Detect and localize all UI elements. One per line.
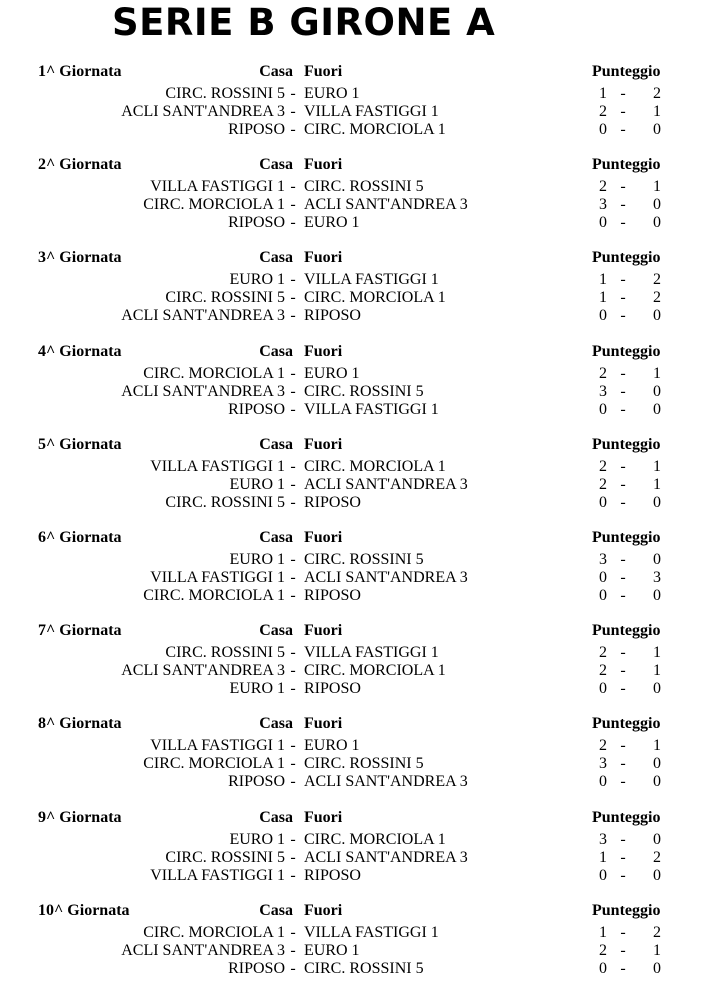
score-separator: - [620, 289, 626, 306]
away-team: EURO 1 [304, 942, 360, 959]
home-team: ACLI SANT'ANDREA 3 [121, 942, 285, 959]
away-score: 1 [653, 476, 661, 493]
home-score: 0 [599, 307, 607, 324]
header-fuori: Fuori [304, 902, 343, 919]
home-team: RIPOSO [228, 214, 285, 231]
match-row [0, 737, 706, 755]
team-separator: - [290, 960, 296, 977]
away-score: 2 [653, 924, 661, 941]
team-separator: - [290, 178, 296, 195]
away-score: 0 [653, 121, 661, 138]
header-fuori: Fuori [304, 529, 343, 546]
home-score: 2 [599, 476, 607, 493]
home-score: 2 [599, 365, 607, 382]
away-team: CIRC. ROSSINI 5 [304, 551, 424, 568]
score-separator: - [620, 383, 626, 400]
away-team: CIRC. MORCIOLA 1 [304, 121, 446, 138]
team-separator: - [290, 494, 296, 511]
header-fuori: Fuori [304, 249, 343, 266]
home-score: 0 [599, 401, 607, 418]
away-team: CIRC. MORCIOLA 1 [304, 458, 446, 475]
match-row [0, 551, 706, 569]
away-team: ACLI SANT'ANDREA 3 [304, 849, 468, 866]
away-score: 0 [653, 214, 661, 231]
header-casa: Casa [259, 809, 293, 826]
round-block [0, 621, 706, 711]
header-fuori: Fuori [304, 622, 343, 639]
team-separator: - [290, 755, 296, 772]
away-score: 0 [653, 831, 661, 848]
header-casa: Casa [259, 63, 293, 80]
round-label: 8^ Giornata [38, 715, 122, 732]
home-team: CIRC. MORCIOLA 1 [143, 587, 285, 604]
away-score: 2 [653, 849, 661, 866]
match-row [0, 831, 706, 849]
score-separator: - [620, 271, 626, 288]
match-row [0, 662, 706, 680]
away-team: ACLI SANT'ANDREA 3 [304, 476, 468, 493]
home-team: RIPOSO [228, 401, 285, 418]
team-separator: - [290, 551, 296, 568]
home-score: 2 [599, 662, 607, 679]
away-team: VILLA FASTIGGI 1 [304, 924, 439, 941]
header-punteggio: Punteggio [592, 902, 661, 919]
round-block [0, 528, 706, 618]
home-team: VILLA FASTIGGI 1 [150, 867, 285, 884]
header-casa: Casa [259, 715, 293, 732]
score-separator: - [620, 924, 626, 941]
match-row [0, 924, 706, 942]
away-team: ACLI SANT'ANDREA 3 [304, 569, 468, 586]
team-separator: - [290, 476, 296, 493]
round-label: 3^ Giornata [38, 249, 122, 266]
match-row [0, 680, 706, 698]
team-separator: - [290, 867, 296, 884]
score-separator: - [620, 196, 626, 213]
home-score: 2 [599, 644, 607, 661]
away-team: CIRC. ROSSINI 5 [304, 960, 424, 977]
home-team: ACLI SANT'ANDREA 3 [121, 307, 285, 324]
match-row [0, 960, 706, 978]
round-label: 6^ Giornata [38, 529, 122, 546]
home-team: EURO 1 [229, 551, 285, 568]
away-team: EURO 1 [304, 737, 360, 754]
home-score: 3 [599, 831, 607, 848]
header-punteggio: Punteggio [592, 156, 661, 173]
home-score: 2 [599, 737, 607, 754]
round-block [0, 248, 706, 338]
header-punteggio: Punteggio [592, 715, 661, 732]
team-separator: - [290, 307, 296, 324]
team-separator: - [290, 644, 296, 661]
team-separator: - [290, 924, 296, 941]
away-score: 0 [653, 196, 661, 213]
round-block [0, 901, 706, 991]
round-label: 5^ Giornata [38, 436, 122, 453]
away-score: 1 [653, 662, 661, 679]
home-team: CIRC. ROSSINI 5 [165, 494, 285, 511]
header-fuori: Fuori [304, 156, 343, 173]
away-team: RIPOSO [304, 307, 361, 324]
home-score: 0 [599, 121, 607, 138]
match-row [0, 307, 706, 325]
match-row [0, 773, 706, 791]
team-separator: - [290, 680, 296, 697]
team-separator: - [290, 103, 296, 120]
home-score: 3 [599, 383, 607, 400]
home-score: 1 [599, 271, 607, 288]
match-row [0, 178, 706, 196]
away-score: 1 [653, 458, 661, 475]
home-score: 0 [599, 494, 607, 511]
match-row [0, 196, 706, 214]
away-team: VILLA FASTIGGI 1 [304, 401, 439, 418]
header-punteggio: Punteggio [592, 809, 661, 826]
score-separator: - [620, 307, 626, 324]
away-score: 1 [653, 365, 661, 382]
home-score: 2 [599, 178, 607, 195]
team-separator: - [290, 289, 296, 306]
away-team: EURO 1 [304, 214, 360, 231]
away-score: 0 [653, 773, 661, 790]
header-punteggio: Punteggio [592, 622, 661, 639]
score-separator: - [620, 644, 626, 661]
away-score: 1 [653, 103, 661, 120]
home-team: EURO 1 [229, 680, 285, 697]
score-separator: - [620, 755, 626, 772]
away-team: CIRC. MORCIOLA 1 [304, 831, 446, 848]
match-row [0, 401, 706, 419]
score-separator: - [620, 85, 626, 102]
home-team: VILLA FASTIGGI 1 [150, 458, 285, 475]
home-team: VILLA FASTIGGI 1 [150, 737, 285, 754]
home-score: 1 [599, 289, 607, 306]
home-team: CIRC. MORCIOLA 1 [143, 365, 285, 382]
away-team: CIRC. MORCIOLA 1 [304, 662, 446, 679]
team-separator: - [290, 942, 296, 959]
match-row [0, 85, 706, 103]
match-row [0, 458, 706, 476]
away-score: 0 [653, 587, 661, 604]
score-separator: - [620, 587, 626, 604]
home-team: CIRC. ROSSINI 5 [165, 644, 285, 661]
round-label: 7^ Giornata [38, 622, 122, 639]
away-team: VILLA FASTIGGI 1 [304, 644, 439, 661]
home-team: RIPOSO [228, 773, 285, 790]
round-label: 9^ Giornata [38, 809, 122, 826]
match-row [0, 121, 706, 139]
home-score: 3 [599, 196, 607, 213]
match-row [0, 569, 706, 587]
home-score: 0 [599, 680, 607, 697]
team-separator: - [290, 458, 296, 475]
match-row [0, 587, 706, 605]
team-separator: - [290, 121, 296, 138]
team-separator: - [290, 569, 296, 586]
away-score: 0 [653, 680, 661, 697]
home-score: 2 [599, 458, 607, 475]
round-label: 2^ Giornata [38, 156, 122, 173]
away-team: CIRC. ROSSINI 5 [304, 383, 424, 400]
away-team: VILLA FASTIGGI 1 [304, 103, 439, 120]
team-separator: - [290, 773, 296, 790]
match-row [0, 849, 706, 867]
score-separator: - [620, 365, 626, 382]
home-score: 0 [599, 867, 607, 884]
home-score: 0 [599, 587, 607, 604]
away-team: RIPOSO [304, 494, 361, 511]
match-row [0, 942, 706, 960]
home-score: 1 [599, 849, 607, 866]
away-score: 0 [653, 867, 661, 884]
team-separator: - [290, 365, 296, 382]
home-team: EURO 1 [229, 831, 285, 848]
header-punteggio: Punteggio [592, 529, 661, 546]
score-separator: - [620, 458, 626, 475]
round-block [0, 808, 706, 898]
match-row [0, 271, 706, 289]
match-row [0, 365, 706, 383]
round-block [0, 435, 706, 525]
score-separator: - [620, 476, 626, 493]
away-team: EURO 1 [304, 365, 360, 382]
home-score: 0 [599, 214, 607, 231]
round-block [0, 714, 706, 804]
home-score: 0 [599, 960, 607, 977]
away-score: 0 [653, 960, 661, 977]
score-separator: - [620, 680, 626, 697]
away-score: 1 [653, 644, 661, 661]
away-score: 3 [653, 569, 661, 586]
away-team: EURO 1 [304, 85, 360, 102]
home-team: EURO 1 [229, 271, 285, 288]
home-team: RIPOSO [228, 960, 285, 977]
away-score: 1 [653, 737, 661, 754]
score-separator: - [620, 960, 626, 977]
header-punteggio: Punteggio [592, 63, 661, 80]
match-row [0, 494, 706, 512]
header-casa: Casa [259, 529, 293, 546]
away-team: CIRC. ROSSINI 5 [304, 178, 424, 195]
team-separator: - [290, 85, 296, 102]
team-separator: - [290, 737, 296, 754]
match-row [0, 383, 706, 401]
match-row [0, 289, 706, 307]
away-team: CIRC. ROSSINI 5 [304, 755, 424, 772]
away-team: RIPOSO [304, 680, 361, 697]
header-casa: Casa [259, 249, 293, 266]
round-label: 10^ Giornata [38, 902, 130, 919]
score-separator: - [620, 494, 626, 511]
match-row [0, 103, 706, 121]
home-team: VILLA FASTIGGI 1 [150, 569, 285, 586]
team-separator: - [290, 271, 296, 288]
header-casa: Casa [259, 343, 293, 360]
score-separator: - [620, 867, 626, 884]
home-team: ACLI SANT'ANDREA 3 [121, 103, 285, 120]
away-score: 2 [653, 289, 661, 306]
away-score: 0 [653, 551, 661, 568]
home-score: 2 [599, 942, 607, 959]
match-row [0, 644, 706, 662]
score-separator: - [620, 737, 626, 754]
home-score: 3 [599, 551, 607, 568]
home-score: 1 [599, 85, 607, 102]
away-score: 2 [653, 271, 661, 288]
home-team: ACLI SANT'ANDREA 3 [121, 383, 285, 400]
match-row [0, 214, 706, 232]
home-team: CIRC. ROSSINI 5 [165, 289, 285, 306]
score-separator: - [620, 942, 626, 959]
match-row [0, 476, 706, 494]
away-team: VILLA FASTIGGI 1 [304, 271, 439, 288]
round-label: 1^ Giornata [38, 63, 122, 80]
home-team: RIPOSO [228, 121, 285, 138]
header-punteggio: Punteggio [592, 249, 661, 266]
round-block [0, 62, 706, 152]
away-team: RIPOSO [304, 867, 361, 884]
header-casa: Casa [259, 622, 293, 639]
away-score: 0 [653, 494, 661, 511]
score-separator: - [620, 401, 626, 418]
away-score: 0 [653, 383, 661, 400]
match-row [0, 867, 706, 885]
team-separator: - [290, 196, 296, 213]
away-score: 1 [653, 942, 661, 959]
away-score: 0 [653, 307, 661, 324]
header-casa: Casa [259, 156, 293, 173]
score-separator: - [620, 831, 626, 848]
home-score: 1 [599, 924, 607, 941]
header-fuori: Fuori [304, 436, 343, 453]
team-separator: - [290, 662, 296, 679]
score-separator: - [620, 121, 626, 138]
score-separator: - [620, 662, 626, 679]
score-separator: - [620, 214, 626, 231]
team-separator: - [290, 587, 296, 604]
team-separator: - [290, 401, 296, 418]
home-team: CIRC. MORCIOLA 1 [143, 196, 285, 213]
score-separator: - [620, 773, 626, 790]
home-team: CIRC. ROSSINI 5 [165, 85, 285, 102]
away-team: CIRC. MORCIOLA 1 [304, 289, 446, 306]
away-team: ACLI SANT'ANDREA 3 [304, 196, 468, 213]
team-separator: - [290, 383, 296, 400]
home-score: 0 [599, 773, 607, 790]
header-casa: Casa [259, 436, 293, 453]
team-separator: - [290, 214, 296, 231]
home-team: EURO 1 [229, 476, 285, 493]
away-team: ACLI SANT'ANDREA 3 [304, 773, 468, 790]
away-score: 1 [653, 178, 661, 195]
away-score: 0 [653, 755, 661, 772]
header-fuori: Fuori [304, 809, 343, 826]
round-block [0, 155, 706, 245]
header-punteggio: Punteggio [592, 436, 661, 453]
header-fuori: Fuori [304, 343, 343, 360]
score-separator: - [620, 103, 626, 120]
home-team: CIRC. ROSSINI 5 [165, 849, 285, 866]
header-fuori: Fuori [304, 715, 343, 732]
round-block [0, 342, 706, 432]
home-team: VILLA FASTIGGI 1 [150, 178, 285, 195]
home-team: ACLI SANT'ANDREA 3 [121, 662, 285, 679]
score-separator: - [620, 569, 626, 586]
team-separator: - [290, 849, 296, 866]
round-label: 4^ Giornata [38, 343, 122, 360]
score-separator: - [620, 849, 626, 866]
home-score: 0 [599, 569, 607, 586]
away-team: RIPOSO [304, 587, 361, 604]
home-team: CIRC. MORCIOLA 1 [143, 755, 285, 772]
home-score: 2 [599, 103, 607, 120]
header-punteggio: Punteggio [592, 343, 661, 360]
away-score: 0 [653, 401, 661, 418]
score-separator: - [620, 551, 626, 568]
away-score: 2 [653, 85, 661, 102]
header-fuori: Fuori [304, 63, 343, 80]
home-score: 3 [599, 755, 607, 772]
match-row [0, 755, 706, 773]
score-separator: - [620, 178, 626, 195]
page-title: SERIE B GIRONE A [112, 1, 496, 44]
header-casa: Casa [259, 902, 293, 919]
home-team: CIRC. MORCIOLA 1 [143, 924, 285, 941]
team-separator: - [290, 831, 296, 848]
